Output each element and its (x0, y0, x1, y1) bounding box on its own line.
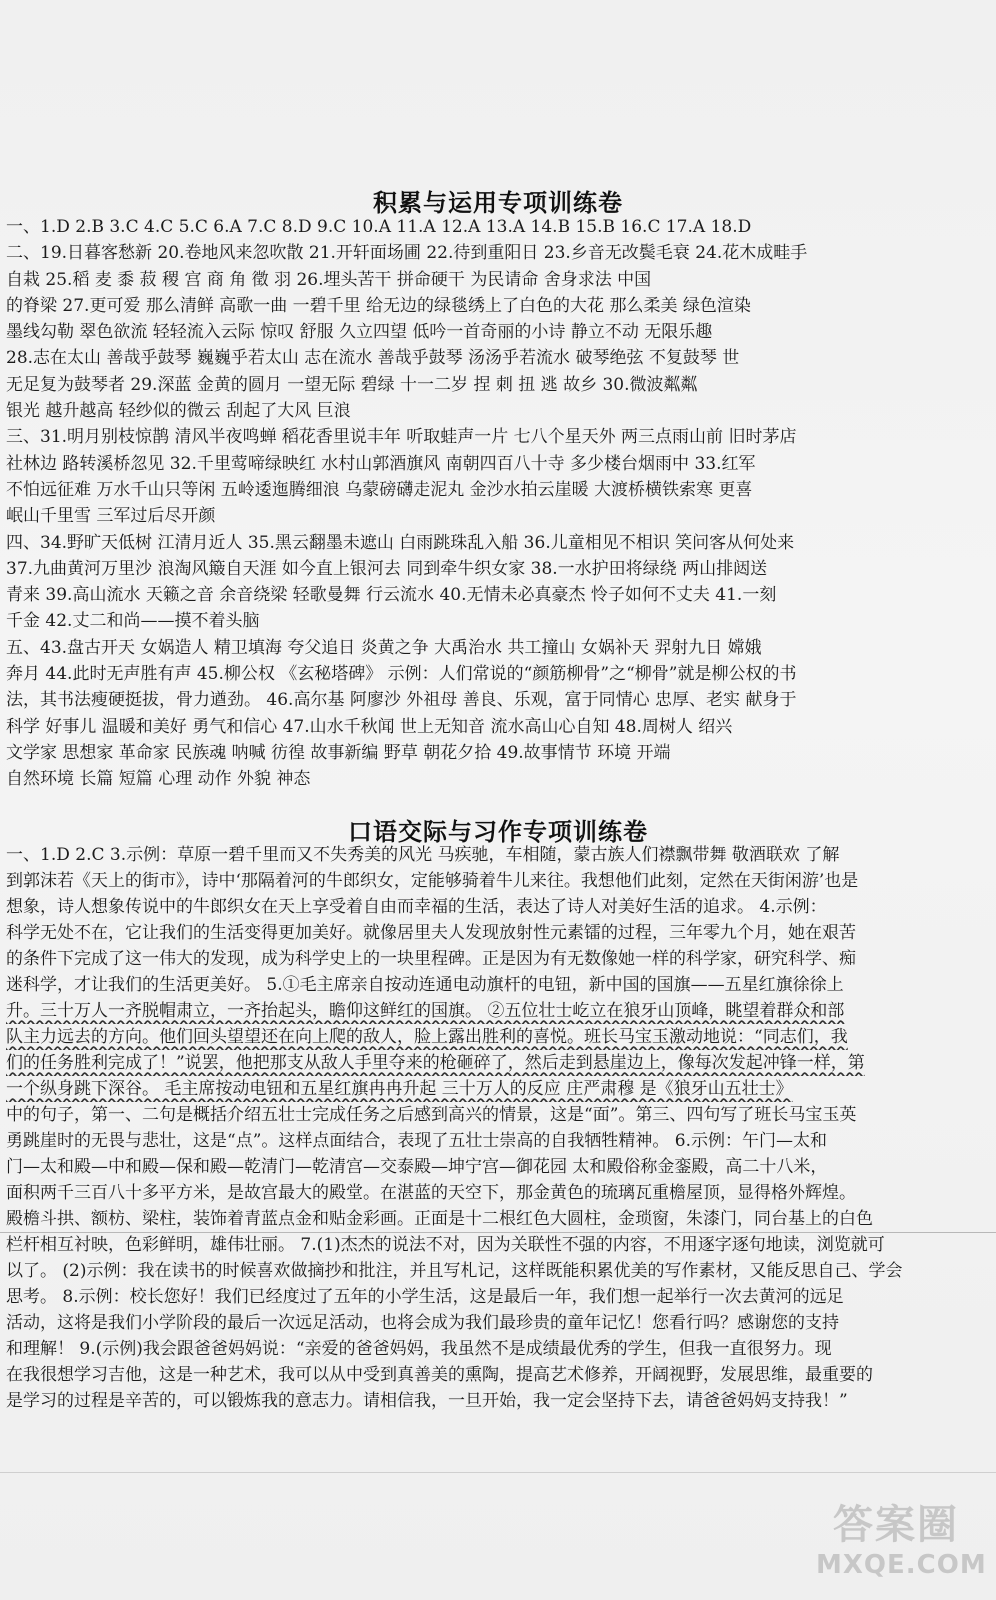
answer-line: 勇跳崖时的无畏与悲壮，这是“点”。这样点面结合，表现了五壮士崇高的自我牺牲精神。 6.示例：午门—太和 (6, 1131, 828, 1151)
watermark-logo (816, 1500, 987, 1590)
answer-line: 和理解！ 9.(示例)我会跟爸爸妈妈说：“亲爱的爸爸妈妈，我虽然不是成绩最优秀的学生，但我一直很努力。现 (6, 1339, 832, 1359)
answer-line: 四、34.野旷天低树 江清月近人 35.黑云翻墨未遮山 白雨跳珠乱入船 36.儿童相见不相识 笑问客从何处来 (6, 532, 795, 553)
answer-line: 墨线勾勒 翠色欲流 轻轻流入云际 惊叹 舒服 久立四望 低吟一首奇丽的小诗 静立不动 无限乐趣 (6, 322, 713, 343)
communication-writing-answers (6, 842, 976, 1414)
answer-line: 科学 好事儿 温暖和美好 勇气和信心 47.山水千秋闻 世上无知音 流水高山心自知 48.周树人 绍兴 (6, 716, 733, 737)
answer-line: 活动，这将是我们小学阶段的最后一次远足活动，也将会成为我们最珍贵的童年记忆！您看行吗？感谢您的支持 (6, 1313, 839, 1333)
answer-line: 一个纵身跳下深谷。 毛主席按动电钮和五星红旗冉冉升起 三十万人的反应 庄严肃穆 是《狼牙山五壮士》 (6, 1079, 793, 1099)
answer-line: 队主力远去的方向。他们回头望望还在向上爬的敌人，脸上露出胜利的喜悦。班长马宝玉激动地说：“同志们，我 (6, 1027, 848, 1047)
answer-line: 二、19.日暮客愁新 20.卷地风来忽吹散 21.开轩面场圃 22.待到重阳日 23.乡音无改鬓毛衰 24.花木成畦手 (6, 243, 808, 264)
answer-line: 思考。 8.示例：校长您好！我们已经度过了五年的小学生活，这是最后一年，我们想一起举行一次去黄河的远足 (6, 1287, 844, 1307)
answer-line: 37.九曲黄河万里沙 浪淘风簸自天涯 如今直上银河去 同到牵牛织女家 38.一水护田将绿绕 两山排闼送 (6, 558, 768, 579)
answer-line: 岷山千里雪 三军过后尽开颜 (6, 506, 216, 527)
answer-line: 奔月 44.此时无声胜有声 45.柳公权 《玄秘塔碑》 示例：人们常说的“颜筋柳骨”之“柳骨”就是柳公权的书 (6, 664, 797, 685)
answer-line: 自然环境 长篇 短篇 心理 动作 外貌 神态 (6, 769, 311, 790)
answer-line: 们的任务胜利完成了！”说罢，他把那支从敌人手里夺来的枪砸碎了，然后走到悬崖边上，像每次发起冲锋一样，第 (6, 1053, 865, 1073)
watermark-mark: 答案圈 (833, 1502, 959, 1548)
answer-line: 社林边 路转溪桥忽见 32.千里莺啼绿映红 水村山郭酒旗风 南朝四百八十寺 多少楼台烟雨中 33.红军 (6, 453, 756, 474)
section-title-accumulation: 积累与运用专项训练卷 (373, 189, 623, 217)
answer-line: 的脊梁 27.更可爱 那么清鲜 高歌一曲 一碧千里 给无边的绿毯绣上了白色的大花 那么柔美 绿色渲染 (6, 295, 751, 316)
answer-line: 一、1.D 2.C 3.示例：草原一碧千里而又不失秀美的风光 马疾驰，车相随，蒙古族人们襟飘带舞 敬酒联欢 了解 (6, 845, 840, 865)
answer-line: 青来 39.高山流水 天籁之音 余音绕梁 轻歌曼舞 行云流水 40.无情未必真豪杰 怜子如何不丈夫 41.一刻 (6, 585, 777, 606)
answer-line: 自栽 25.稻 麦 黍 菽 稷 宫 商 角 徵 羽 26.埋头苦干 拼命硬干 为民请命 舍身求法 中国 (6, 269, 652, 290)
answer-line: 以了。 (2)示例：我在读书的时候喜欢做摘抄和批注，并且写札记，这样既能积累优美的写作素材，又能反思自己、学会 (6, 1261, 903, 1281)
answer-line: 在我很想学习吉他，这是一种艺术，我可以从中受到真善美的熏陶，提高艺术修养，开阔视野，发展思维，最重要的 (6, 1365, 873, 1385)
answer-line: 科学无处不在，它让我们的生活变得更加美好。就像居里夫人发现放射性元素镭的过程，三年零九个月，她在艰苦 (6, 923, 856, 943)
accumulation-answers (6, 214, 976, 793)
answer-line: 迷科学，才让我们的生活更美好。 5.①毛主席亲自按动连通电动旗杆的电钮，新中国的国旗——五星红旗徐徐上 (6, 975, 844, 995)
section-title-communication-writing: 口语交际与习作专项训练卷 (348, 818, 648, 846)
answer-line: 文学家 思想家 革命家 民族魂 呐喊 彷徨 故事新编 野草 朝花夕拾 49.故事情节 环境 开端 (6, 742, 671, 763)
answer-line: 一、1.D 2.B 3.C 4.C 5.C 6.A 7.C 8.D 9.C 10.A 11.A 12.A 13.A 14.B 15.B 16.C 17.A 18.D (6, 217, 752, 237)
answer-line: 是学习的过程是辛苦的，可以锻炼我的意志力。请相信我，一旦开始，我一定会坚持下去，请爸爸妈妈支持我！” (6, 1391, 848, 1411)
answer-line: 不怕远征难 万水千山只等闲 五岭逶迤腾细浪 乌蒙磅礴走泥丸 金沙水拍云崖暖 大渡桥横铁索寒 更喜 (6, 479, 753, 500)
answer-line: 千金 42.丈二和尚——摸不着头脑 (6, 611, 260, 632)
answer-line: 殿檐斗拱、额枋、梁柱，装饰着青蓝点金和贴金彩画。正面是十二根红色大圆柱，金琐窗，朱漆门，同台基上的白色 (6, 1209, 873, 1229)
answer-line: 到郭沫若《天上的街市》，诗中‘那隔着河的牛郎织女，定能够骑着牛儿来往。我想他们此刻，定然在天街闲游’也是 (6, 871, 859, 891)
watermark-url: MXQE.COM (816, 1550, 987, 1580)
answer-line: 三、31.明月别枝惊鹊 清风半夜鸣蝉 稻花香里说丰年 听取蛙声一片 七八个星天外 两三点雨山前 旧时茅店 (6, 427, 797, 448)
answer-line: 五、43.盘古开天 女娲造人 精卫填海 夸父追日 炎黄之争 大禹治水 共工撞山 女娲补天 羿射九日 嫦娥 (6, 637, 762, 658)
answer-line: 门—太和殿—中和殿—保和殿—乾清门—乾清宫—交泰殿—坤宁宫—御花园 太和殿俗称金銮殿，高二十八米， (6, 1157, 828, 1177)
answer-line: 的条件下完成了这一伟大的发现，成为科学史上的一块里程碑。正是因为有无数像她一样的科学家，研究科学、痴 (6, 949, 856, 969)
scan-line (0, 1232, 996, 1233)
answer-line: 升。三十万人一齐脱帽肃立，一齐抬起头，瞻仰这鲜红的国旗。 ②五位壮士屹立在狼牙山顶峰，眺望着群众和部 (6, 1001, 845, 1021)
answer-line: 无足复为鼓琴者 29.深蓝 金黄的圆月 一望无际 碧绿 十一二岁 捏 刺 扭 逃 故乡 30.微波粼粼 (6, 374, 698, 395)
answer-line: 中的句子，第一、二句是概括介绍五壮士完成任务之后感到高兴的情景，这是“面”。第三、四句写了班长马宝玉英 (6, 1105, 857, 1125)
answer-line: 面积两千三百八十多平方米，是故宫最大的殿堂。在湛蓝的天空下，那金黄色的琉璃瓦重檐屋顶，显得格外辉煌。 (6, 1183, 856, 1203)
answer-line: 栏杆相互衬映，色彩鲜明，雄伟壮丽。 7.(1)杰杰的说法不对，因为关联性不强的内容，不用逐字逐句地读，浏览就可 (6, 1235, 885, 1255)
answer-line: 28.志在太山 善哉乎鼓琴 巍巍乎若太山 志在流水 善哉乎鼓琴 汤汤乎若流水 破琴绝弦 不复鼓琴 世 (6, 348, 740, 369)
answer-line: 想象，诗人想象传说中的牛郎织女在天上享受着自由而幸福的生活，表达了诗人对美好生活的追求。 4.示例： (6, 897, 827, 917)
answer-line: 银光 越升越高 轻纱似的微云 刮起了大风 巨浪 (6, 401, 351, 422)
answer-line: 法，其书法瘦硬挺拔，骨力遒劲。 46.高尔基 阿廖沙 外祖母 善良、乐观，富于同情心 忠厚、老实 献身于 (6, 690, 797, 711)
scan-line (0, 1472, 996, 1473)
